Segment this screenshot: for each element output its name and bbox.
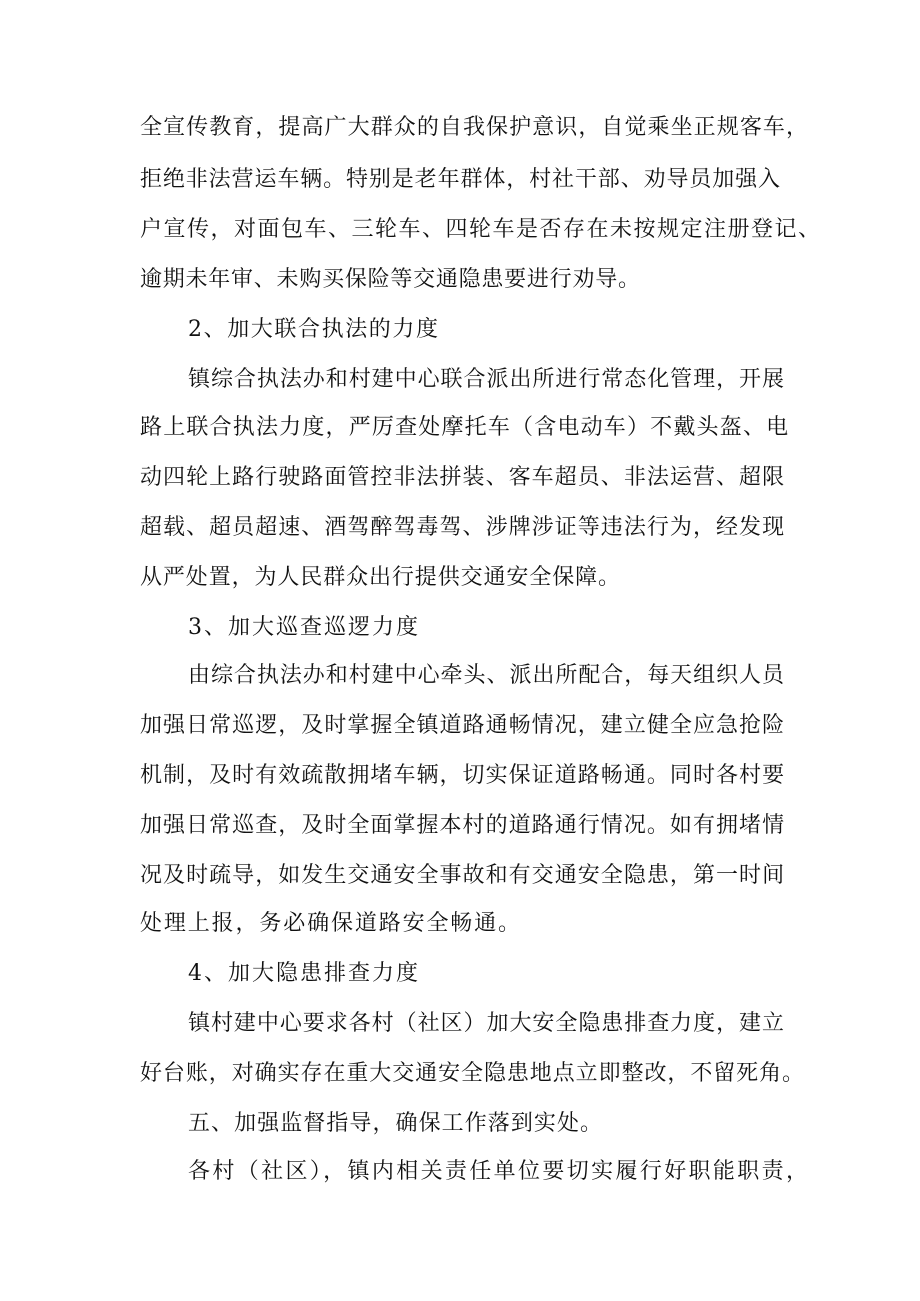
body-line: 动四轮上路行驶路面管控非法拼装、客车超员、非法运营、超限 — [140, 465, 786, 490]
body-line: 机制，及时有效疏散拥堵车辆，切实保证道路畅通。同时各村要 — [140, 763, 786, 788]
body-line: 超载、超员超速、酒驾醉驾毒驾、涉牌涉证等违法行为，经发现 — [140, 515, 786, 540]
body-line: 户宣传，对面包车、三轮车、四轮车是否存在未按规定注册登记、 — [140, 217, 822, 242]
section-heading: 3、加大巡查巡逻力度 — [188, 615, 420, 640]
body-line: 加强日常巡逻，及时掌握全镇道路通畅情况，建立健全应急抢险 — [140, 713, 786, 738]
body-line: 从严处置，为人民群众出行提供交通安全保障。 — [140, 565, 621, 590]
body-line: 路上联合执法力度，严厉查处摩托车（含电动车）不戴头盔、电 — [140, 415, 790, 440]
body-line: 各村（社区），镇内相关责任单位要切实履行好职能职责， — [188, 1159, 811, 1184]
body-line: 镇综合执法办和村建中心联合派出所进行常态化管理，开展 — [188, 367, 785, 392]
body-line: 况及时疏导，如发生交通安全事故和有交通安全隐患，第一时间 — [140, 863, 786, 888]
body-line: 加强日常巡查，及时全面掌握本村的道路通行情况。如有拥堵情 — [140, 813, 786, 838]
body-line: 拒绝非法营运车辆。特别是老年群体，村社干部、劝导员加强入 — [140, 167, 781, 192]
body-line: 逾期未年审、未购买保险等交通隐患要进行劝导。 — [140, 267, 641, 292]
section-heading: 2、加大联合执法的力度 — [188, 317, 440, 342]
body-line: 处理上报，务必确保道路安全畅通。 — [140, 911, 522, 936]
section-heading: 4、加大隐患排查力度 — [188, 961, 420, 986]
body-line: 镇村建中心要求各村（社区）加大安全隐患排查力度，建立 — [188, 1011, 785, 1036]
body-line: 好台账，对确实存在重大交通安全隐患地点立即整改，不留死角。 — [140, 1061, 805, 1086]
body-line: 由综合执法办和村建中心牵头、派出所配合，每天组织人员 — [188, 663, 785, 688]
body-line: 全宣传教育，提高广大群众的自我保护意识，自觉乘坐正规客车， — [140, 115, 810, 140]
section-heading: 五、加强监督指导，确保工作落到实处。 — [188, 1111, 604, 1136]
